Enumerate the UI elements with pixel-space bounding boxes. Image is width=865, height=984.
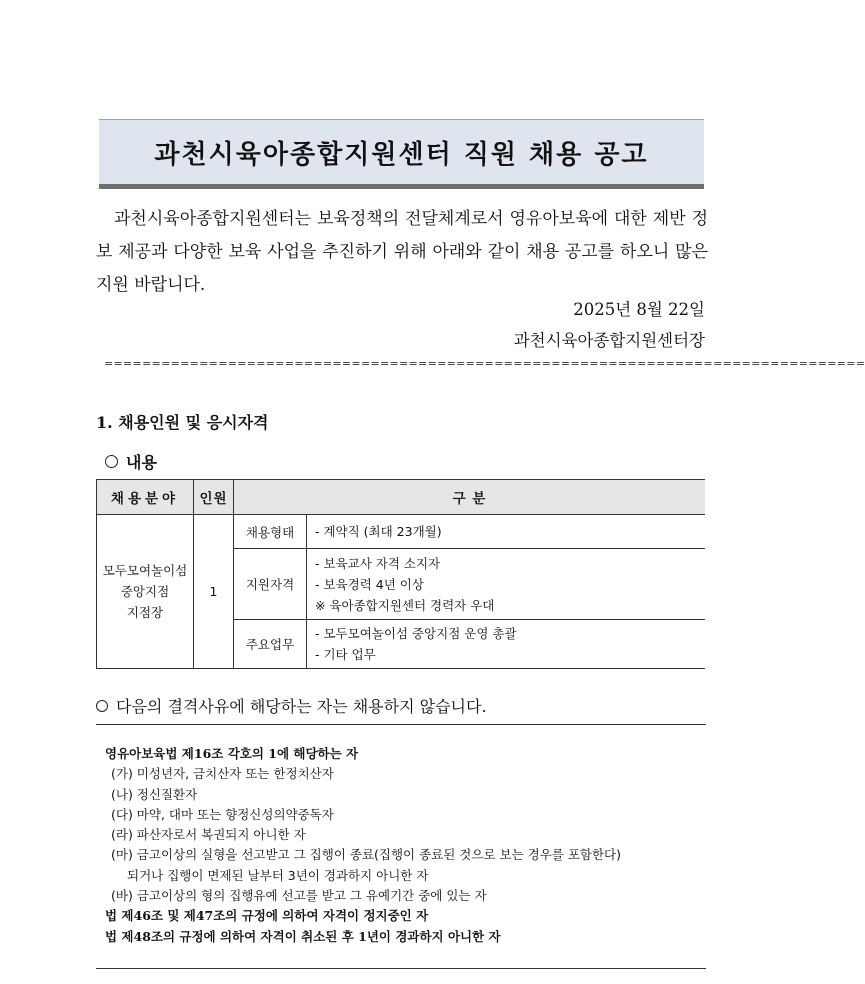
list-item: (가) 미성년자, 금치산자 또는 한정치산자	[111, 766, 334, 782]
intro-paragraph	[96, 203, 708, 302]
disqualification-list	[105, 744, 621, 947]
subsection-content	[105, 450, 157, 473]
disqualification-notice	[96, 694, 487, 717]
issuer-name: 과천시육아종합지원센터장	[513, 331, 705, 350]
content-line: ※ 육아종합지원센터 경력자 우대	[315, 597, 495, 613]
row-label-employment-type: 채용형태	[234, 515, 307, 549]
list-item: (나) 정신질환자	[111, 786, 198, 802]
list-item: (마) 금고이상의 실형을 선고받고 그 집행이 종료(집행이 종료된 것으로 보는 경우를 포함한다)	[111, 847, 621, 863]
notice-text: 다음의 결격사유에 해당하는 자는 채용하지 않습니다.	[116, 697, 487, 716]
content-line: - 기타 업무	[315, 647, 376, 662]
row-label-duties: 주요업무	[234, 620, 307, 669]
intro-text: 과천시육아종합지원센터는 보육정책의 전달체계로서 영유아보육에 대한 제반 정보 제공과 다양한 보육 사업을 추진하기 위해 아래와 같이 채용 공고를 하오니 많은 지원 바랍니다.	[96, 209, 708, 295]
count-cell: 1	[194, 515, 234, 669]
list-item: (바) 금고이상의 형의 집행유예 선고를 받고 그 유예기간 중에 있는 자	[111, 888, 487, 904]
circle-bullet-icon	[105, 455, 118, 468]
table-header-row	[97, 480, 706, 515]
list-item: (다) 마약, 대마 또는 향정신성의약중독자	[111, 806, 334, 822]
separator-line: ================================================================================	[104, 357, 865, 370]
subsection-label: 내용	[126, 453, 157, 472]
disq-heading: 영유아보육법 제16조 각호의 1에 해당하는 자	[105, 746, 359, 761]
circle-bullet-icon	[96, 700, 108, 712]
row-content-qualification	[307, 549, 706, 620]
content-line: - 계약직 (최대 23개월)	[315, 524, 442, 539]
header-count: 인원	[194, 480, 234, 515]
field-line: 지점장	[126, 605, 164, 620]
field-line: 중앙지점	[120, 584, 170, 599]
row-content-duties	[307, 620, 706, 669]
list-item-continuation: 되거나 집행이 면제된 날부터 3년이 경과하지 아니한 자	[127, 867, 429, 883]
field-cell	[97, 515, 194, 669]
section-heading-recruitment: 1. 채용인원 및 응시자격	[96, 413, 269, 432]
content-line: - 보육교사 자격 소지자	[315, 555, 441, 571]
field-line: 모두모여놀이섬	[102, 563, 188, 578]
content-line: - 보육경력 4년 이상	[315, 576, 424, 592]
announcement-date: 2025년 8월 22일	[573, 300, 705, 319]
header-field: 채용분야	[97, 480, 194, 515]
page-title: 과천시육아종합지원센터 직원 채용 공고	[154, 139, 649, 170]
header-category: 구 분	[234, 480, 706, 515]
law-48-clause: 법 제48조의 규정에 의하여 자격이 취소된 후 1년이 경과하지 아니한 자	[105, 928, 501, 944]
list-item: (라) 파산자로서 복권되지 아니한 자	[111, 827, 306, 843]
content-line: - 모두모여놀이섬 중앙지점 운영 총괄	[315, 626, 517, 641]
recruitment-table	[96, 479, 705, 669]
divider	[96, 724, 706, 725]
divider	[96, 968, 706, 969]
law-46-clause: 법 제46조 및 제47조의 규정에 의하여 자격이 정지중인 자	[105, 908, 429, 924]
row-label-qualification: 지원자격	[234, 549, 307, 620]
title-banner	[99, 119, 704, 189]
table-row	[97, 515, 706, 549]
row-content-employment-type	[307, 515, 706, 549]
